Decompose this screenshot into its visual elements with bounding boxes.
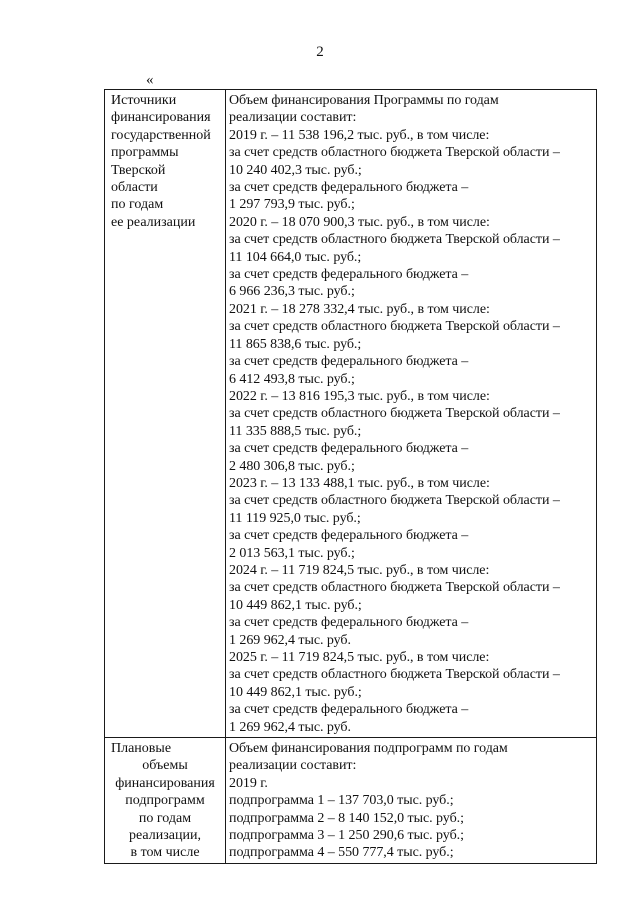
content-line: подпрограмма 4 – 550 777,4 тыс. руб.;	[229, 845, 454, 861]
content-line: 2023 г. – 13 133 488,1 тыс. руб., в том числе:	[229, 475, 490, 491]
label-line: по годам	[138, 810, 192, 826]
label-line: реализации,	[129, 828, 201, 844]
label-line: Тверской	[111, 162, 166, 178]
content-line: 10 449 862,1 тыс. руб.;	[229, 684, 362, 700]
content-line: 10 449 862,1 тыс. руб.;	[229, 597, 362, 613]
content-line: 2021 г. – 18 278 332,4 тыс. руб., в том числе:	[229, 301, 490, 317]
content-line: подпрограмма 3 – 1 250 290,6 тыс. руб.;	[229, 828, 464, 844]
content-line: за счет средств областного бюджета Тверской области –	[229, 232, 560, 248]
content-line: 10 240 402,3 тыс. руб.;	[229, 162, 362, 178]
content-line: 2024 г. – 11 719 824,5 тыс. руб., в том числе:	[229, 562, 490, 578]
content-line: 1 297 793,9 тыс. руб.;	[229, 197, 355, 213]
content-line: за счет средств областного бюджета Тверской области –	[229, 406, 560, 422]
content-line: за счет средств федерального бюджета –	[229, 702, 469, 718]
content-line: за счет средств областного бюджета Тверской области –	[229, 145, 560, 161]
content-line: за счет средств областного бюджета Тверской области –	[229, 493, 560, 509]
label-line: объемы	[142, 758, 188, 774]
content-line: 1 269 962,4 тыс. руб.	[229, 632, 351, 648]
content-line: 2019 г.	[229, 775, 268, 791]
content-line: 11 119 925,0 тыс. руб.;	[229, 510, 361, 526]
label-line: финансирования	[115, 775, 215, 791]
content-line: за счет средств областного бюджета Тверской области –	[229, 319, 560, 335]
row-label-financing-sources	[105, 90, 226, 738]
page-number: 2	[316, 44, 324, 60]
content-line: 2 013 563,1 тыс. руб.;	[229, 545, 355, 561]
content-line: реализации составит:	[229, 758, 357, 774]
content-line: за счет средств федерального бюджета –	[229, 267, 469, 283]
content-line: 6 412 493,8 тыс. руб.;	[229, 371, 355, 387]
content-line: 6 966 236,3 тыс. руб.;	[229, 284, 355, 300]
content-line: 11 335 888,5 тыс. руб.;	[229, 423, 362, 439]
opening-quote-mark: «	[146, 72, 154, 88]
row-content-subprogram-volumes	[226, 738, 597, 864]
content-line: Объем финансирования подпрограмм по годам	[229, 741, 508, 757]
table-row-financing-sources	[105, 90, 597, 738]
content-line: подпрограмма 2 – 8 140 152,0 тыс. руб.;	[229, 810, 464, 826]
label-line: Источники	[111, 93, 177, 108]
label-line: Плановые	[111, 741, 172, 757]
label-line: подпрограмм	[125, 793, 205, 809]
label-line: области	[111, 180, 158, 196]
content-line: 2 480 306,8 тыс. руб.;	[229, 458, 355, 474]
content-line: 2019 г. – 11 538 196,2 тыс. руб., в том числе:	[229, 127, 490, 143]
label-line: программы	[111, 145, 179, 161]
content-line: за счет средств федерального бюджета –	[229, 441, 469, 457]
content-line: 1 269 962,4 тыс. руб.	[229, 719, 351, 735]
row-content-financing-volumes	[226, 90, 597, 738]
label-line: в том числе	[130, 845, 200, 861]
label-line: финансирования	[111, 110, 211, 126]
label-line: по годам	[111, 197, 164, 213]
content-line: за счет средств областного бюджета Тверской области –	[229, 667, 560, 683]
content-line: подпрограмма 1 – 137 703,0 тыс. руб.;	[229, 793, 454, 809]
content-line: за счет средств федерального бюджета –	[229, 354, 469, 370]
content-line: 2020 г. – 18 070 900,3 тыс. руб., в том числе:	[229, 214, 490, 230]
label-line: ее реализации	[111, 214, 196, 230]
content-line: 2022 г. – 13 816 195,3 тыс. руб., в том числе:	[229, 388, 490, 404]
content-line: реализации составит:	[229, 110, 357, 126]
row-label-subprogram-volumes	[105, 738, 226, 864]
program-passport-table	[104, 89, 597, 864]
content-line: 11 104 664,0 тыс. руб.;	[229, 249, 362, 265]
table-row-subprogram-volumes	[105, 738, 597, 864]
content-line: за счет средств федерального бюджета –	[229, 528, 469, 544]
content-line: 2025 г. – 11 719 824,5 тыс. руб., в том числе:	[229, 650, 490, 665]
content-line: за счет средств областного бюджета Тверской области –	[229, 580, 560, 596]
content-line: 11 865 838,6 тыс. руб.;	[229, 336, 362, 352]
content-line: Объем финансирования Программы по годам	[229, 93, 499, 108]
content-line: за счет средств федерального бюджета –	[229, 615, 469, 631]
content-line: за счет средств федерального бюджета –	[229, 180, 469, 196]
label-line: государственной	[111, 127, 211, 143]
